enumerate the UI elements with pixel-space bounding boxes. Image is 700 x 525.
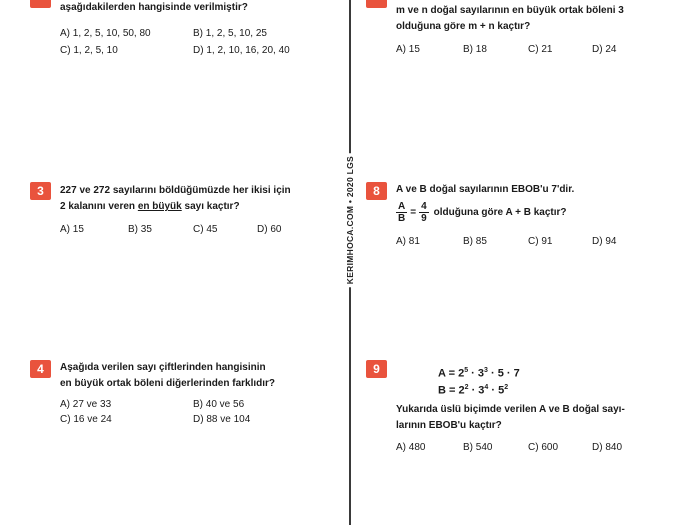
question-4-text	[60, 360, 275, 392]
eq-b-exp1: 2	[464, 384, 469, 391]
equals-sign: =	[410, 206, 417, 218]
question-3-text	[60, 183, 291, 215]
option-b[interactable]: B) 1, 2, 5, 10, 25	[193, 28, 267, 39]
question-8-badge: 8	[366, 182, 387, 200]
fraction-denominator: B	[398, 213, 406, 224]
question-9-text	[396, 402, 625, 434]
question-8-line2	[396, 201, 567, 224]
question-9-line2: larının EBOB'u kaçtır?	[396, 420, 502, 431]
option-a[interactable]: A) 81	[396, 236, 420, 247]
eq-a-exp2: 3	[484, 367, 488, 374]
side-label: KERIMHOCA.COM • 2020 LGS	[345, 153, 355, 287]
eq-a-part: A = 2	[438, 367, 465, 380]
question-7-text	[396, 3, 624, 35]
option-c[interactable]: C) 16 ve 24	[60, 414, 112, 425]
option-d[interactable]: D) 88 ve 104	[193, 414, 251, 425]
option-d[interactable]: D) 1, 2, 10, 16, 20, 40	[193, 45, 290, 56]
eq-b-exp2: 4	[484, 384, 489, 391]
option-b[interactable]: B) 85	[463, 236, 487, 247]
eq-b-exp3: 2	[504, 384, 509, 391]
equation-b	[438, 384, 508, 397]
option-d[interactable]: D) 24	[592, 44, 617, 55]
question-4-line1: Aşağıda verilen sayı çiftlerinden hangisinin	[60, 362, 266, 373]
fraction-4-over-9	[419, 201, 429, 224]
fraction-numerator: A	[398, 201, 406, 212]
eq-a-part: · 3	[468, 367, 485, 380]
option-a[interactable]: A) 1, 2, 5, 10, 50, 80	[60, 28, 151, 39]
option-c[interactable]: C) 1, 2, 5, 10	[60, 45, 118, 56]
option-a[interactable]: A) 15	[60, 224, 84, 235]
q3-line2-post: sayı kaçtır?	[181, 201, 240, 212]
question-3-line1: 227 ve 272 sayılarını böldüğümüzde her ikisi için	[60, 185, 291, 196]
eq-b-part: · 5	[488, 384, 505, 397]
option-d[interactable]: D) 840	[592, 442, 623, 453]
option-b[interactable]: B) 18	[463, 44, 487, 55]
eq-b-part: · 3	[468, 384, 485, 397]
question-9-line1: Yukarıda üslü biçimde verilen A ve B doğal sayı-	[396, 404, 625, 415]
option-a[interactable]: A) 27 ve 33	[60, 399, 112, 410]
option-c[interactable]: C) 600	[528, 442, 559, 453]
option-d[interactable]: D) 94	[592, 236, 617, 247]
option-a[interactable]: A) 15	[396, 44, 420, 55]
question-3-badge: 3	[30, 182, 51, 200]
question-8-condition: olduğuna göre A + B kaçtır?	[433, 206, 567, 218]
option-b[interactable]: B) 35	[128, 224, 152, 235]
side-label-wrap	[341, 155, 359, 285]
option-b[interactable]: B) 540	[463, 442, 493, 453]
q3-line2-pre: 2 kalanını veren	[60, 201, 138, 212]
fraction-denominator: 9	[421, 213, 427, 224]
option-b[interactable]: B) 40 ve 56	[193, 399, 245, 410]
eq-a-part: · 5 · 7	[487, 367, 520, 380]
eq-a-exp1: 5	[464, 367, 469, 374]
option-c[interactable]: C) 21	[528, 44, 553, 55]
question-7-badge	[366, 0, 387, 8]
option-c[interactable]: C) 45	[193, 224, 218, 235]
fraction-numerator: 4	[421, 201, 427, 212]
question-7-line1: m ve n doğal sayılarının en büyük ortak böleni 3	[396, 5, 624, 16]
fraction-a-over-b	[396, 201, 407, 224]
option-d[interactable]: D) 60	[257, 224, 282, 235]
question-2-text: aşağıdakilerden hangisinde verilmiştir?	[60, 2, 248, 13]
question-9-badge: 9	[366, 360, 387, 378]
question-7-line2: olduğuna göre m + n kaçtır?	[396, 21, 531, 32]
question-4-line2: en büyük ortak böleni diğerlerinden farklıdır?	[60, 378, 276, 389]
equation-a	[438, 367, 520, 380]
question-8-line1: A ve B doğal sayılarının EBOB'u 7'dir.	[396, 184, 575, 195]
option-c[interactable]: C) 91	[528, 236, 553, 247]
option-a[interactable]: A) 480	[396, 442, 426, 453]
question-3-line2	[60, 199, 291, 215]
question-2-badge	[30, 0, 51, 8]
eq-b-part: B = 2	[438, 384, 465, 397]
q3-line2-underlined: en büyük	[137, 201, 182, 212]
question-4-badge: 4	[30, 360, 51, 378]
